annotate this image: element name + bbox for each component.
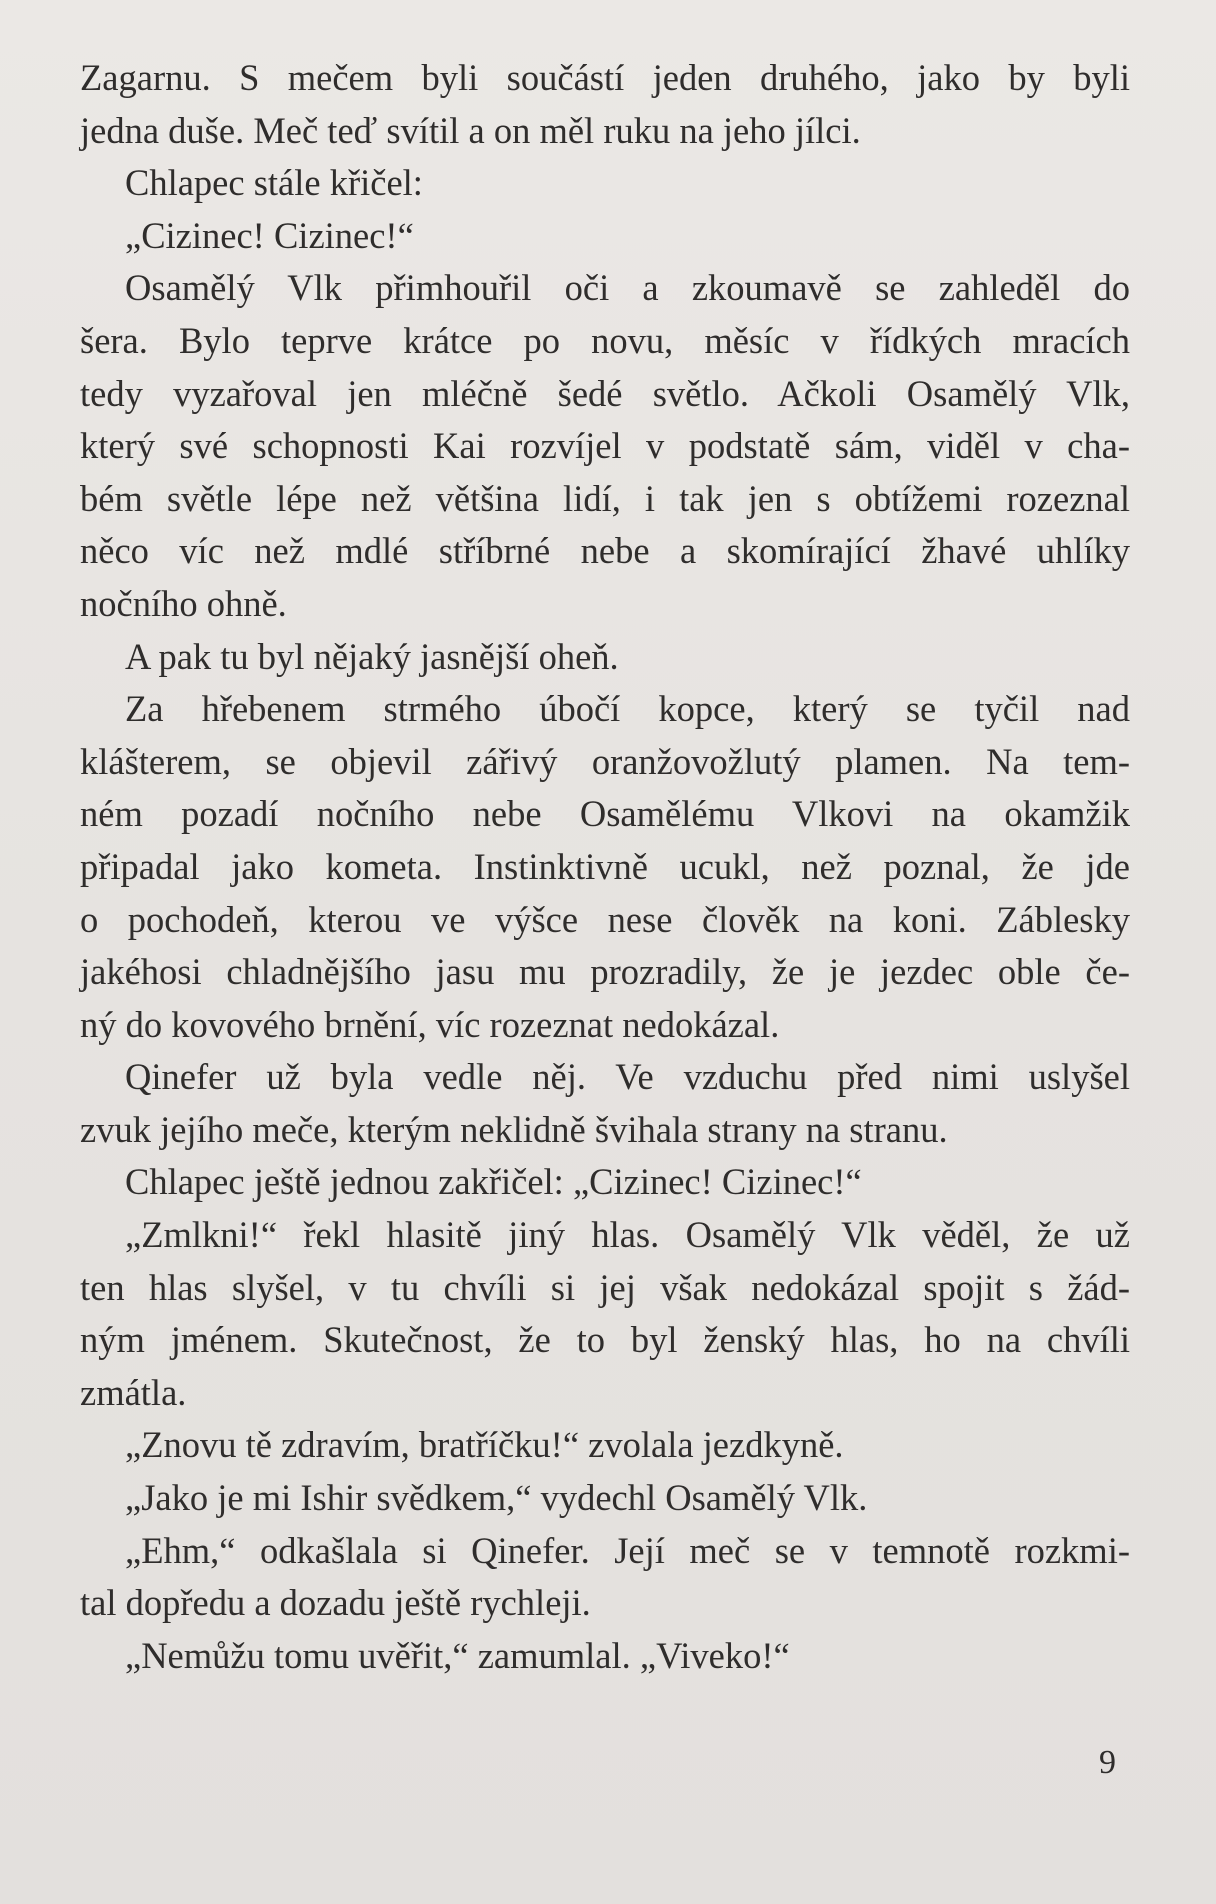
text-line: jedna duše. Meč teď svítil a on měl ruku na jeho jílci. — [80, 109, 861, 151]
text-line: Qinefer už byla vedle něj. Ve vzduchu před nimi uslyšel — [125, 1056, 1130, 1098]
text-line: zmátla. — [80, 1371, 187, 1413]
text-line: Chlapec stále křičel: — [125, 162, 423, 204]
text-line: Za hřebenem strmého úbočí kopce, který se tyčil nad — [125, 688, 1130, 730]
text-line: šera. Bylo teprve krátce po novu, měsíc v řídkých mracích — [80, 319, 1130, 361]
text-line: bém světle lépe než většina lidí, i tak jen s obtížemi rozeznal — [80, 477, 1130, 519]
text-line: „Nemůžu tomu uvěřit,“ zamumlal. „Viveko!“ — [125, 1634, 790, 1676]
text-line: o pochodeň, kterou ve výšce nese člověk na koni. Záblesky — [80, 898, 1130, 940]
text-line: „Znovu tě zdravím, bratříčku!“ zvolala jezdkyně. — [125, 1424, 844, 1466]
text-line: ný do kovového brnění, víc rozeznat nedokázal. — [80, 1003, 780, 1045]
text-line: A pak tu byl nějaký jasnější oheň. — [125, 635, 619, 677]
text-line: který své schopnosti Kai rozvíjel v podstatě sám, viděl v cha- — [80, 425, 1130, 467]
text-line: tedy vyzařoval jen mléčně šedé světlo. Ačkoli Osamělý Vlk, — [80, 372, 1130, 414]
page-number: 9 — [1099, 1744, 1116, 1781]
text-line: ným jménem. Skutečnost, že to byl ženský hlas, ho na chvíli — [80, 1319, 1130, 1361]
text-line: „Jako je mi Ishir svědkem,“ vydechl Osamělý Vlk. — [125, 1477, 868, 1519]
text-line: ném pozadí nočního nebe Osamělému Vlkovi na okamžik — [80, 793, 1130, 835]
text-line: něco víc než mdlé stříbrné nebe a skomírající žhavé uhlíky — [80, 530, 1130, 572]
text-line: nočního ohně. — [80, 582, 287, 624]
text-line: Chlapec ještě jednou zakřičel: „Cizinec! Cizinec!“ — [125, 1161, 862, 1203]
page-body-text — [80, 52, 1130, 1682]
text-line: Zagarnu. S mečem byli součástí jeden druhého, jako by byli — [80, 57, 1130, 98]
text-line: „Ehm,“ odkašlala si Qinefer. Její meč se v temnotě rozkmi- — [125, 1529, 1130, 1571]
text-line: „Zmlkni!“ řekl hlasitě jiný hlas. Osamělý Vlk věděl, že už — [125, 1214, 1130, 1256]
text-line: klášterem, se objevil zářivý oranžovožlutý plamen. Na tem- — [80, 740, 1130, 782]
text-line: ten hlas slyšel, v tu chvíli si jej však nedokázal spojit s žád- — [80, 1266, 1130, 1308]
text-line: jakéhosi chladnějšího jasu mu prozradily, že je jezdec oble če- — [80, 951, 1130, 993]
text-line: tal dopředu a dozadu ještě rychleji. — [80, 1582, 591, 1624]
text-line: zvuk jejího meče, kterým neklidně švihala strany na stranu. — [80, 1108, 948, 1150]
text-line: „Cizinec! Cizinec!“ — [125, 214, 414, 256]
text-line: Osamělý Vlk přimhouřil oči a zkoumavě se zahleděl do — [125, 267, 1130, 309]
text-line: připadal jako kometa. Instinktivně ucukl, než poznal, že jde — [80, 845, 1130, 887]
